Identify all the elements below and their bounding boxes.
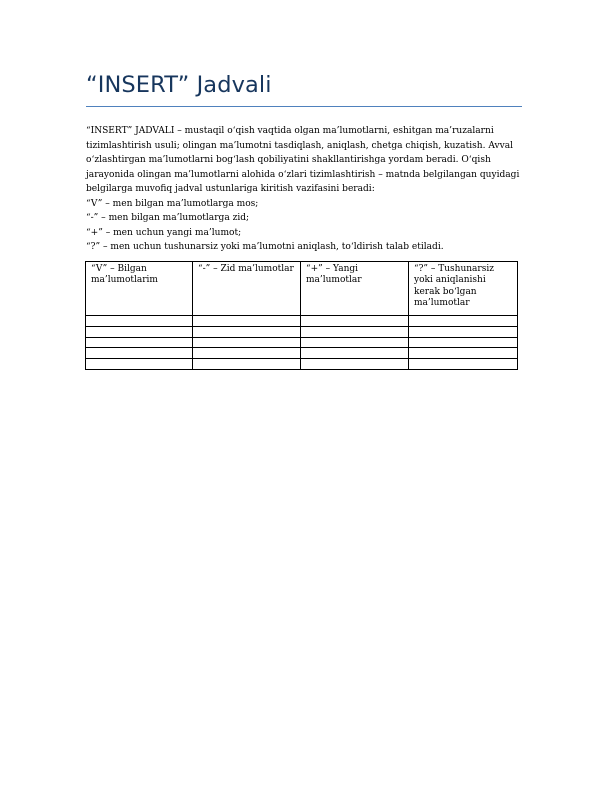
- table-cell[interactable]: [409, 359, 518, 370]
- intro-paragraph: “INSERT” JADVALI – mustaqil o‘qish vaqtida olgan ma’lumotlarni, eshitgan ma’ruzalarni tizimlashtirish usuli; olingan ma’lumotni tasdiqlash, aniqlash, chetga chiqish, kuzatish. Avval o‘zlashtirgan ma’lumotlarni bog‘lash qobiliyatini shakllantirishga yordam beradi. O‘qish jarayonida olingan ma’lumotlarni alohida o‘zlari tizimlashtirish – matnda belgilangan quyidagi belgilarga muvofiq jadval ustunlariga kiritish vazifasini beradi:: [86, 126, 520, 194]
- table-row: [86, 359, 518, 370]
- table-row: [86, 348, 518, 359]
- table-cell[interactable]: [409, 316, 518, 327]
- header-new: “+” – Yangi ma’lumotlar: [301, 262, 409, 316]
- legend-item-plus: “+” – men uchun yangi ma’lumot;: [86, 227, 242, 238]
- document-body: [86, 124, 526, 255]
- insert-table: [85, 261, 518, 370]
- table-cell[interactable]: [86, 326, 193, 337]
- table-cell[interactable]: [301, 337, 409, 348]
- table-cell[interactable]: [193, 316, 301, 327]
- table-cell[interactable]: [301, 326, 409, 337]
- table-row: [86, 337, 518, 348]
- table-header-row: [86, 262, 518, 316]
- table-cell[interactable]: [301, 359, 409, 370]
- table-cell[interactable]: [301, 348, 409, 359]
- legend-item-minus: “-” – men bilgan ma’lumotlarga zid;: [86, 213, 250, 223]
- table-cell[interactable]: [86, 337, 193, 348]
- header-unclear: “?” – Tushunarsiz yoki aniqlanishi kerak bo‘lgan ma’lumotlar: [409, 262, 518, 316]
- document-title: “INSERT” Jadvali: [86, 72, 272, 98]
- table-row: [86, 326, 518, 337]
- table-cell[interactable]: [409, 337, 518, 348]
- legend-item-question: “?” – men uchun tushunarsiz yoki ma’lumotni aniqlash, to‘ldirish talab etiladi.: [86, 242, 444, 252]
- legend-item-v: “V” – men bilgan ma’lumotlarga mos;: [86, 198, 259, 209]
- table-cell[interactable]: [193, 348, 301, 359]
- table-cell[interactable]: [86, 348, 193, 359]
- table-cell[interactable]: [409, 326, 518, 337]
- table-cell[interactable]: [86, 359, 193, 370]
- header-known: “V” – Bilgan ma’lumotlarim: [86, 262, 193, 316]
- header-contradicting: “-” – Zid ma’lumotlar: [193, 262, 301, 316]
- title-underline: [86, 106, 522, 107]
- table-cell[interactable]: [409, 348, 518, 359]
- table-cell[interactable]: [86, 316, 193, 327]
- table-cell[interactable]: [193, 337, 301, 348]
- table-cell[interactable]: [193, 326, 301, 337]
- table-cell[interactable]: [193, 359, 301, 370]
- table-cell[interactable]: [301, 316, 409, 327]
- table-row: [86, 316, 518, 327]
